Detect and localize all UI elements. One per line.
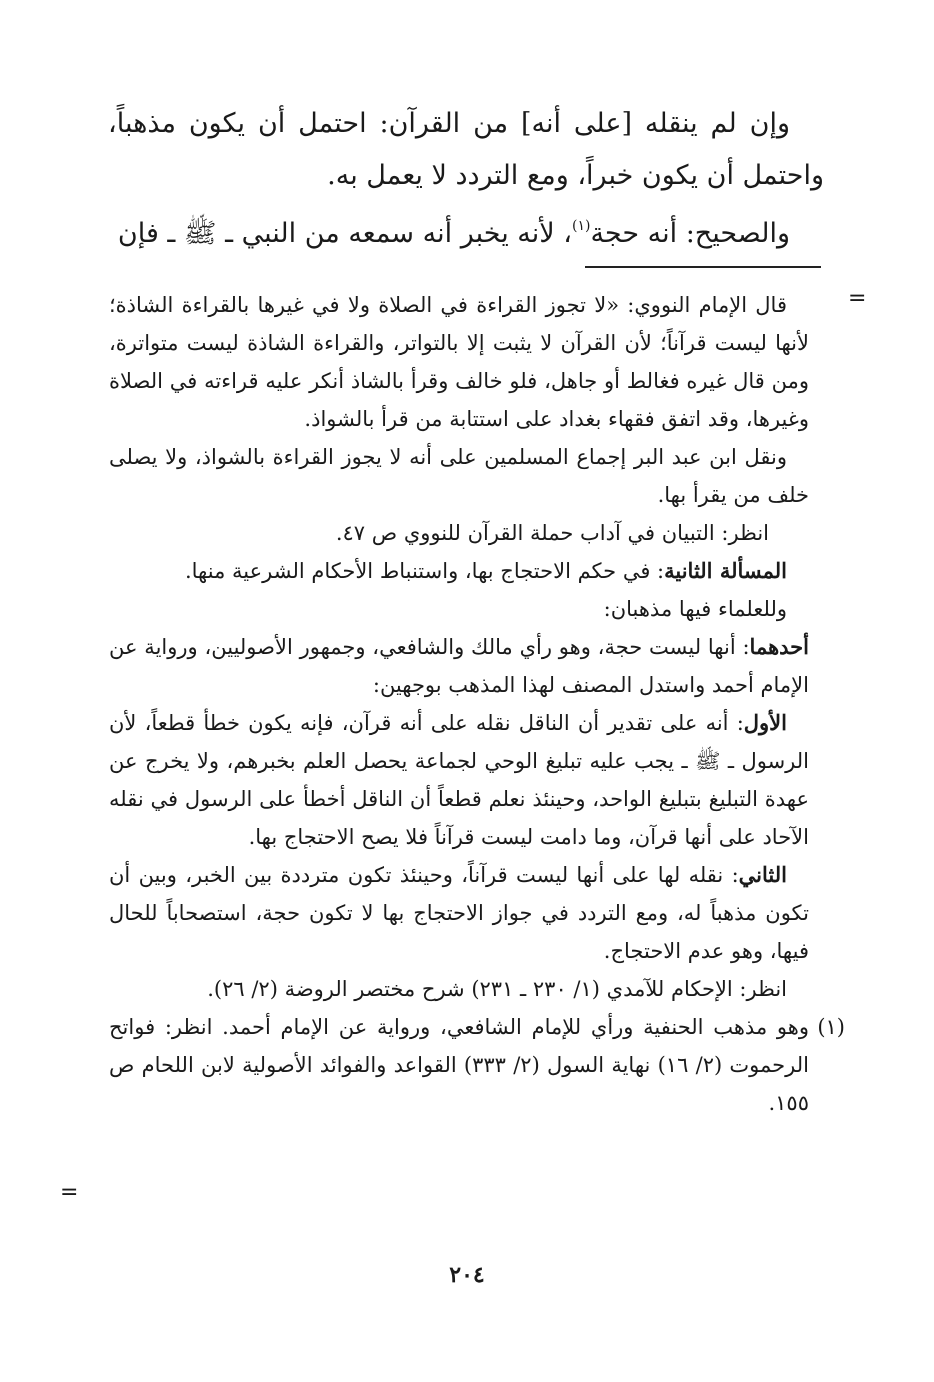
- footnotes-area: [109, 286, 845, 1122]
- footnote-reference-nawawi: انظر: التبيان في آداب حملة القرآن للنووي ص ٤٧.: [335, 521, 769, 545]
- issue-two-label: المسألة الثانية: [664, 558, 787, 583]
- footnote-1-text: وهو مذهب الحنفية ورأي للإمام الشافعي، ورواية عن الإمام أحمد. انظر: فواتح الرحموت (٢/ ١٦) نهاية السول (٢/ ٣٣٣) القواعد والفوائد الأصولية لابن اللحام ص ١٥٥.: [109, 1015, 809, 1115]
- footnote-continued-paragraph-1: قال الإمام النووي: «لا تجوز القراءة في الصلاة ولا في غيرها بالقراءة الشاذة؛ لأنها ليست قرآناً؛ لأن القرآن لا يثبت إلا بالتواتر، والقراءة الشاذة ليست متواترة، ومن قال غيره فغالط أو جاهل، فلو خالف وقرأ بالشاذ أنكر عليه قراءته في الصلاة وغيرها، وقد اتفق فقهاء بغداد على استتابة من قرأ بالشواذ.: [109, 293, 809, 431]
- footnote-separator: [585, 266, 821, 268]
- footnote-issue-two: [109, 552, 809, 590]
- footnote-thani: [109, 856, 809, 970]
- footnote-reference: (١): [571, 218, 591, 234]
- continuation-mark-bottom: =: [60, 1180, 79, 1205]
- footnote-awwal: [109, 704, 809, 856]
- main-paragraph-1: وإن لم ينقله [على أنه] من القرآن: احتمل أن يكون مذهباً، واحتمل أن يكون خبراً، ومع التردد لا يعمل به.: [108, 108, 824, 191]
- main-paragraph-2: [108, 208, 824, 260]
- issue-two-text: : في حكم الاحتجاج بها، واستنباط الأحكام الشرعية منها.: [184, 559, 665, 583]
- footnote-first-view: [109, 628, 809, 704]
- footnote-two-views: وللعلماء فيها مذهبان:: [603, 597, 787, 621]
- footnote-1: [109, 1008, 845, 1122]
- first-view-label: أحدهما: [749, 634, 809, 659]
- footnote-1-number: (١): [817, 1015, 845, 1039]
- main-paragraph-2-start: والصحيح: أنه حجة: [590, 218, 790, 249]
- main-paragraph-2-end: ، لأنه يخبر أنه سمعه من النبي ـ ﷺ ـ فإن: [117, 218, 572, 249]
- awwal-text: : أنه على تقدير أن الناقل نقله على أنه قرآن، فإنه يكون خطأ قطعاً، لأن الرسول ـ ﷺ ـ يجب عليه تبليغ الوحي لجماعة يحصل العلم بخبرهم، ولا يخرج عن عهدة التبليغ بتبليغ الواحد، وحينئذ نعلم قطعاً أن الناقل أخطأ على الرسول في نقله الآحاد على أنها قرآن، وما دامت ليست قرآناً فلا يصح الاحتجاج بها.: [109, 711, 809, 849]
- thani-text: : نقله لها على أنها ليست قرآناً، وحينئذ تكون مترددة بين الخبر، وبين أن تكون مذهباً له، ومع التردد في جواز الاحتجاج بها لا تكون حجة، استصحاباً للحال فيها، وهو عدم الاحتجاج.: [109, 863, 810, 963]
- first-view-text: : أنها ليست حجة، وهو رأي مالك والشافعي، وجمهور الأصوليين، ورواية عن الإمام أحمد واستدل المصنف لهذا المذهب بوجهين:: [109, 635, 809, 697]
- awwal-label: الأول: [743, 710, 787, 735]
- page-number: ٢٠٤: [449, 1262, 485, 1288]
- footnote-reference-amidi: انظر: الإحكام للآمدي (١/ ٢٣٠ ـ ٢٣١) شرح مختصر الروضة (٢/ ٢٦).: [207, 977, 787, 1001]
- main-text: [108, 98, 824, 260]
- continuation-mark-top: =: [848, 286, 867, 311]
- footnote-continued-paragraph-2: ونقل ابن عبد البر إجماع المسلمين على أنه لا يجوز القراءة بالشواذ، ولا يصلى خلف من يقرأ بها.: [109, 445, 809, 507]
- thani-label: الثاني: [738, 862, 787, 887]
